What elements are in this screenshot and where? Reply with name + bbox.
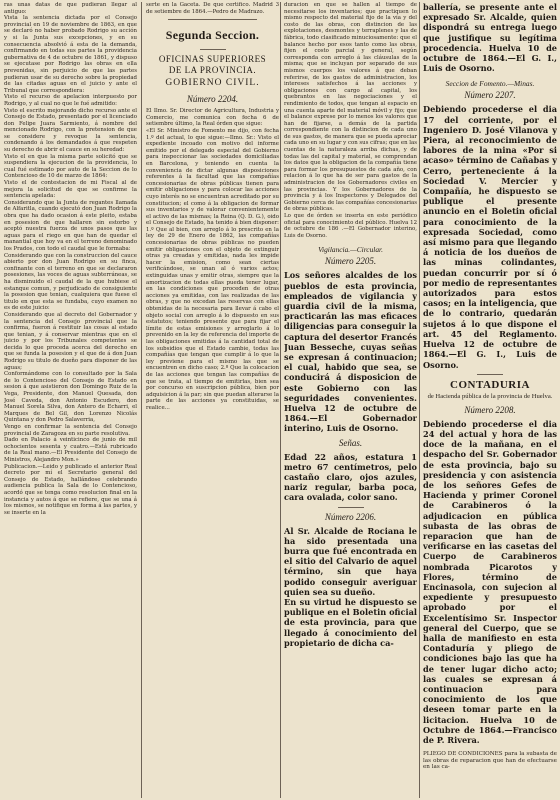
mine-inspection-notice: Debiendo procederse el dia 17 del corriente, por el Ingeniero D. José Vilanova y Piera, al reconocimiento de labores de la mina «Por si acaso» término de Cañabas y Cerro, perteneciente á la Sociedad V. Mercier y Compañía, he dispuesto se publique el presente anuncio en el Boletin oficial para conocimiento de la expresada Sociedad, como así mismo para que llegando á noticia de los dueños de las minas colindantes, puedan concurrir por sí ó por medio de representantes autorizados para estos casos; en la inteligencia, que de lo contrario, quedarán sujetos á lo que dispone el art. 45 del Reglamento. Huelva 12 de octubre de 1864.—El G. I., Luis de Osorno. [423,104,557,370]
column-3 [284,2,417,798]
column-rule [419,2,420,798]
column-4 [423,2,557,798]
subsection-heading: Vigilancia.—Circular. [318,245,383,255]
accounting-office-subheading: de Hacienda pública de la provincia de Huelva. [427,392,553,400]
found-animal-notice: Al Sr. Alcalde de Rociana le ha sido presentada una burra que fué encontrada en el sitio del Calvario de aquel término, sin que haya podido conseguir averiguar quien sea su dueño. En su virtud he dispuesto se publique en el Boletin oficial de esta provincia, para que llegado á conocimiento del propietario de dicha ca- [284,525,417,648]
conditions-heading: PLIEGO DE CONDICIONES para la subasta de las obras de reparacion que han de efectuarse en las ca- [423,751,557,771]
divider [338,507,364,508]
decree-text: ras unas datas de que pudieran llegar al antiguo: Vista la sentencia dictada por el Consejo provincial en 19 de noviembre de 1863, en que se declaró no haber probado Rodrigo su acción y si la Junta sus excepciones, y en su consecuencia absolvió á esta de la demanda, confirmando en todas sus partes la providencia gubernativa de 4 de octubre de 1861, y dispuso se ejecutase por Rodrigo las obras en ella prevenidas, sin perjuicio de que las partes pudieran usar de su derecho sobre la propiedad de las citadas aguas en el juicio y ante el Tribunal que correspondiera: Visto el recurso de apelacion interpuesto por Rodrigo, y al cual no que le fué admitido: Visto el escrito mejorando dicho recurso ante el Consejo de Estado, presentado por el licenciado don Felipe Juara Sarmiento, á nombre del mencionado Rodrigo, con la pretension de que se considere y revoque la sentencia, condenando á los demandados á que respeten su derecho de abrir el cauce en su heredad: Visto el en que la misma parte solicitó que se suspendiera la ejecucion de la providencia, lo cual fué estimado por auto de la Seccion de lo Contencioso de 10 de marzo de 1864: Visto el de contestacion de mi Fiscal al de mejora la solicitud de que se confirme la sentencia apelada: Considerando que la Junta de regantes llamada de Alfaritla, cuando ejecutó don Juan Rodrigo la obra que ha dado ocasion á este pleito, estaba en posesion de que hallaren sin estorbo y aceptó nuestra fuerza de unos pasos que las aguas para el riego en que han de quedar el manantial que hoy va en el terreno denominado los Prados, con todo el caudal que le formaba: Considerando que con la construccion del cauce abierto por don Juan Rodrigo en su finca, confinante con el terreno en que se declararon posesiones, las voces de aguas subterráneas, se ha disminuido el caudal de la que hubiese el estanque comun, y perjudicado de consiguiente la posesion que tenian, cualquiera que fuese el titulo en que esta se fundaba, cuyo examen no es de este juicio: Considerando que al decreto del Gobernador y la sentencia del Consejo provincial que la confirma, fueron á restituir las cosas al estado que tenian, y á conservar mientras que en el juicio y por los Tribunales competentes se decida lo que proceda acerca del derecho en que se funda la posesion y el que de á don Juan Rodrigo su titulo de dueño para disponer de las aguas; Conformándome con lo consultado por la Sala de lo Contencioso del Consejo de Estado en sesion á que asistieron don Domingo Ruiz de la Vega, Presidente, don Manuel Quesada, don José Caveda, don Antonio Escudero, don Manuel Sorela Silva, don Antero de Echarri, el Marques de Bel Gil, don Lorenzo Nicolás Quintana y don Pedro Salaverria, Vengo en confirmar la sentencia del Consejo provincial de Zaragoza en su parte resolutiva. Dado en Palacio á veinticinco de junio de mil ochocientos sesenta y cuatro.—Está rubricado de la Real mano.—El Presidente del Consejo de Ministros, Alejandro Mon.» Publicacion.—Leido y publicado el anterior Real decreto por mí el Secretario general del Consejo de Estado, hallándose celebrando audiencia publica la Sala de lo Contencioso, acordó que se tenga como resolucion final en la instancia y autos á que se refiere, que se una á los mismos, se notifique en forma á las partes, y se inserte en la [4,2,137,516]
notice-number: Número 2205. [324,256,377,267]
signs-heading: Señas. [338,437,363,448]
column-rule [280,2,281,798]
divider [200,49,226,50]
deserter-description: Edad 22 años, estatura 1 metro 67 centímetros, pelo castaño claro, ojos azules, nariz regular, barba poca, cara ovalada, color sano. [284,451,417,503]
subsection-heading: Seccion de Fomento.—Minas. [445,79,535,89]
notice-number: Número 2207. [464,90,516,101]
accounting-office-heading: CONTADURIA [450,378,530,391]
column-2 [146,2,279,798]
royal-order-text: El Ilmo. Sr. Director de Agricultura, Industria y Comercio, me comunica con fecha 6 de setiembre último, la Real órden que sigue: «El Sr. Ministro de Fomento me dijo, con fecha 1.º del actual, lo que sigue:—Ilmo. Sr.: Visto el expediente incoado con motivo del informe emitido por el delegado especial del Gobierno para inspeccionar las sociedades domiciliadas en Barcelona, y teniendo en cuenta la conveniencia de dictar algunas disposiciones referentes á la facultad que las compañías concesionarias de obras públicas tienen para emitir obligaciones y para colocar las acciones cuyo interés no se encuentran acreditado por su constitucion; el como á la obligacion de formar sus inventarios y de valorar convenientemente el activo de las mismas; la Reina (Q. D. G.), oido el Consejo de Estado, ha tenido á bien disponer: 1.º Que al bien, con arreglo á lo prescrito en la ley de 29 de Enero de 1862, las compañías concesionarias de obras públicas no pueden emitir obligaciones con el objeto de extinguir otras ya creadas y emitidas, nada les impide hacer la emision, como sean ciertas verificándose, se unan al ó varios actos; extinguidas unas y emitir otras, siempre que la amortizacion de todas ellas pueda tener lugar, en las condiciones que proceden de otras acciones ya emitidas, con las realizadas de las obras, y que no excedan las reservas con ellas obtenidas de la necesaria para llevar á cabo el objeto social con arreglo á lo dispuesto en sus estatutos; teniendo presente que para fijar el límite de estas emisiones y arreglarlo á lo prevenido en la ley de referencia del importe de las obligaciones emitidas á la cantidad total de los subsidios que el Estado cambie, todas las compañías que tengan que cumplir á lo que la ley previene para el mismo las que se encuentren en dicho caso; 2.º Que la colocacion de las acciones que tengan las compañías de que se trata, al tiempo de emitirlas, bien sea por concurso en suscripcion pública, bien por adquisicion á la par; sin que puedan alterarse la parte de las acciones ya constituidas, se realice... [146,108,279,411]
found-animal-continuation: ballería, se presente ante el expresado Sr. Alcalde, quien dispondrá su entrega luego que justifique su legítima procedencia. Huelva 10 de octubre de 1864.—El G. I., Luis de Osorno. [423,2,557,74]
section-heading: Segunda Seccion. [165,28,260,43]
notice-number: Número 2204. [186,94,239,105]
column-rule [141,2,142,798]
divider [168,19,257,20]
notice-number: Número 2206. [324,511,377,522]
royal-order-continuation: duracion en que se hallen al tiempo de necesitarse los inventarios; que practiquen lo mismo respecto del material fijo de la vía y del costo de las obras, con distincion de las explotaciones, desmontes y terraplenes y las de fábrica, todo clasificado minuciosamente: que el balance hecho por esos tanto como las obras, fijen el costo parcial y general, según corresponda con arreglo á las cláusulas de la misma; que se incluyan por separado de sus mismos cuerpos los valores á que deban referirse, de los gastos de administracion, los intereses satisfechos á las acciones y obligaciones con cargo al capital, los quebrantos en las negociaciones y el rendimiento de todos, que tengan al espacio en una cuenta aparte del material móvil y fijo; que el balance exprese por lo menos los valores que han de fijarse, a demás de la partida correspondiente con la distincion de cada uno de sus gastos, de manera que se pueda apreciar cada uno en su lugar y con sus cifras; que en las cuentas de la naturaleza arriba dichas, y de todas las del capital y material, se comprendan los datos que la obligacion de la compañía tiene para formar los presupuestos de cada año, con relacion á lo que ha de ser para gastos de la administracion de los Gobernadores civiles en las provincias. Y los Gobernadores de la provincia y á los Inspectores y Delegados del Gobierno cerca de las compañías concesionarias de obras públicas. Lo que de órden se inserta en este periódico oficial para conocimiento del público. Huelva 12 de octubre de 186 .—El Gobernador interino, Luis de Osorno. [284,2,417,239]
offices-heading: OFICINAS SUPERIORES DE LA PROVINCIA. [158,54,267,76]
civil-government-heading: GOBIERNO CIVIL. [165,78,260,89]
notice-number: Número 2208. [464,404,516,415]
column-1 [4,2,137,798]
divider [477,374,503,375]
deserter-notice: Los señores alcaldes de los pueblos de esta provincia, empleados de vigilancia y guardia civil de la misma, practicarán las mas eficaces diligencias para conseguir la captura del desertor Francés Juan Besseche, cuyas señas se expresan á continuacion; el cual, habido que sea, se conducirá á disposicion de este Gobierno con las seguridades convenientes. Huelva 12 de octubre de 1864.—El Gobernador interino, Luis de Osorno. [284,270,417,434]
decree-ending: serte en la Gaceta. De que certifico. Madrid 3 de setiembre de 1864.—Pedro de Madrazo. [146,2,279,15]
auction-notice: Debiendo procederse el dia 24 del actual y hora de las doce de la mañana, en el despacho del Sr. Gobernador de esta provincia, bajo su presidencia y con asistencia de los señores Gefes de Hacienda y primer Coronel de Carabineros ó la adjudicacion en pública subasta de las obras de reparacion que han de verificarse en las casetas del Cuerpo de Carabineros nombrada Picarotos y Flores, término de Encinasola, con sujecion al expediente y presupuesto aprobado por el Excelentísimo Sr. Inspector general del Cuerpo, que se halla de manifiesto en esta Contaduría y pliego de condiciones bajo las que ha de tener lugar dicho acto; las cuales se expresan á continuacion para conocimiento de los que deseen tomar parte en la licitacion. Huelva 10 de Octubre de 1864.—Francisco de P. Rivera. [423,418,557,745]
